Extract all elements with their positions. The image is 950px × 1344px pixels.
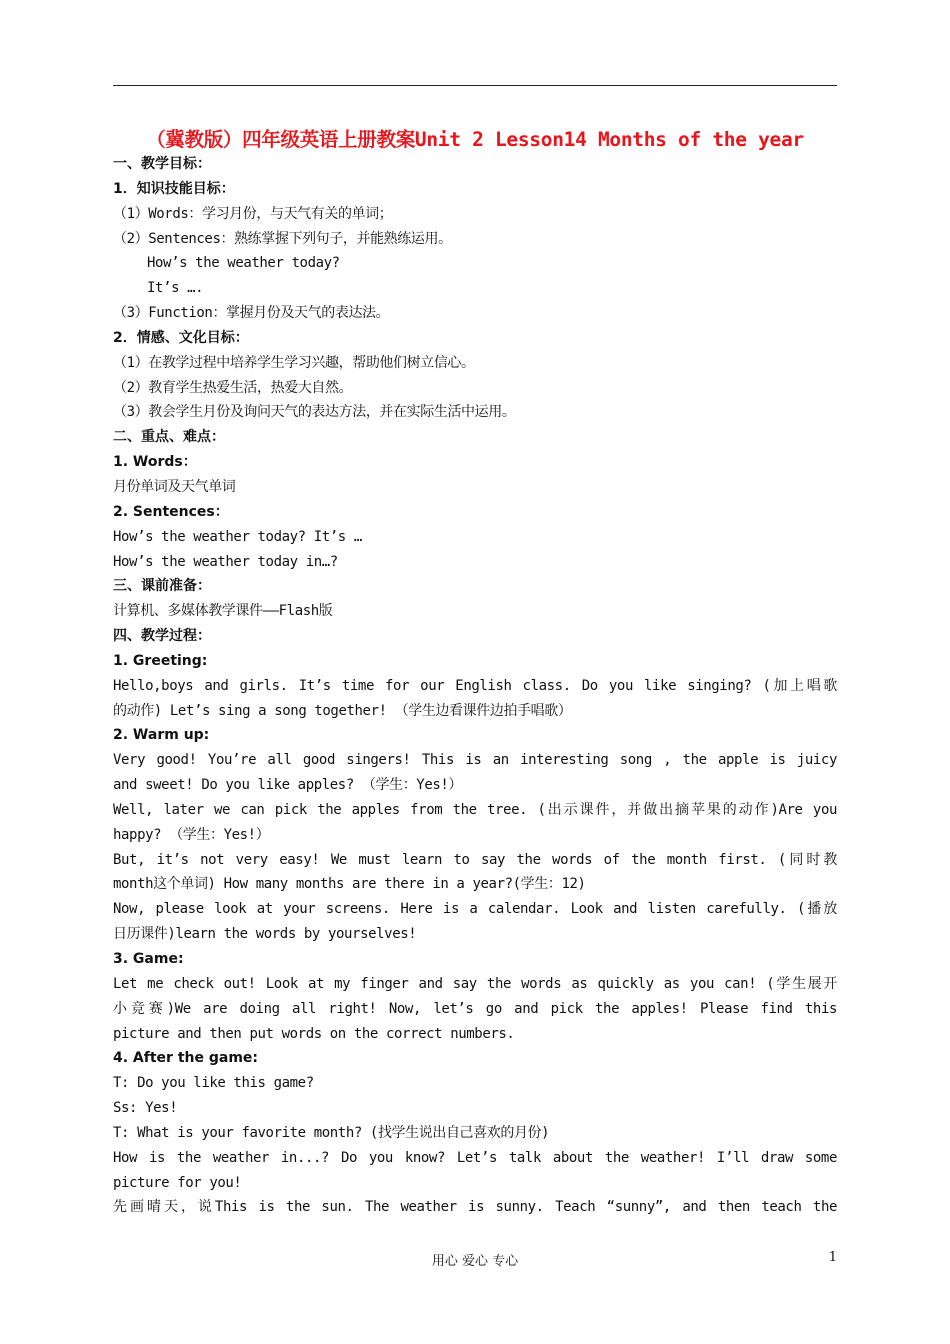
- body-line: 计算机、多媒体教学课件——Flash版: [113, 603, 333, 620]
- body-line: 先画晴天，说This is the sun. The weather is sunny. Teach “sunny”, and then teach the: [113, 1199, 837, 1216]
- body-line: picture for you!: [113, 1174, 242, 1191]
- section-heading: 2. Sentences：: [113, 503, 229, 520]
- body-line: （1）Words：学习月份，与天气有关的单词；: [113, 205, 393, 222]
- section-heading: 三、课前准备：: [113, 578, 211, 595]
- section-heading: 四、教学过程：: [113, 628, 211, 645]
- section-heading: 二、重点、难点：: [113, 429, 225, 446]
- body-line: Let me check out! Look at my finger and say the words as quickly as you can! (学生展开: [113, 975, 837, 992]
- header-rule: [113, 85, 837, 86]
- section-heading: 1. Greeting:: [113, 652, 208, 669]
- section-heading: 2．情感、文化目标：: [113, 329, 249, 346]
- section-heading: 1. Words：: [113, 454, 197, 471]
- body-line: Ss: Yes!: [113, 1100, 178, 1117]
- body-line: How’s the weather today?: [147, 255, 340, 272]
- body-line: Well, later we can pick the apples from the tree. (出示课件，并做出摘苹果的动作)Are you: [113, 801, 837, 818]
- body-line: T: What is your favorite month? (找学生说出自己喜欢的月份): [113, 1124, 550, 1141]
- section-heading: 3. Game:: [113, 951, 184, 967]
- body-line: （2）Sentences：熟练掌握下列句子，并能熟练运用。: [113, 230, 452, 247]
- document-title: （冀教版）四年级英语上册教案Unit 2 Lesson14 Months of the year: [146, 128, 804, 151]
- body-line: 日历课件)learn the words by yourselves!: [113, 926, 417, 943]
- body-line: （2）教育学生热爱生活，热爱大自然。: [113, 379, 353, 396]
- body-line: Hello,boys and girls. It’s time for our English class. Do you like singing? (加上唱歌: [113, 677, 837, 694]
- body-line: 的动作) Let’s sing a song together! （学生边看课件边拍手唱歌）: [113, 702, 572, 719]
- page-number: 1: [828, 1250, 837, 1265]
- body-line: How’s the weather today? It’s …: [113, 528, 362, 545]
- body-line: T: Do you like this game?: [113, 1075, 314, 1092]
- document-body: [113, 152, 837, 1220]
- body-line: （3）教会学生月份及询问天气的表达方法，并在实际生活中运用。: [113, 404, 516, 421]
- section-heading: 2. Warm up:: [113, 727, 210, 744]
- section-heading: 4. After the game:: [113, 1050, 259, 1067]
- body-line: （1）在教学过程中培养学生学习兴趣，帮助他们树立信心。: [113, 354, 475, 371]
- section-heading: 1．知识技能目标：: [113, 180, 235, 197]
- body-line: Now, please look at your screens. Here is a calendar. Look and listen carefully. (播放: [113, 901, 837, 918]
- body-line: 小竞赛)We are doing all right! Now, let’s go and pick the apples! Please find this: [113, 1000, 837, 1017]
- body-line: How is the weather in...? Do you know? Let’s talk about the weather! I’ll draw some: [113, 1149, 837, 1166]
- body-line: month这个单词) How many months are there in a year?(学生：12): [113, 876, 586, 893]
- body-line: How’s the weather today in…?: [113, 553, 338, 570]
- section-heading: 一、教学目标：: [113, 156, 211, 172]
- body-line: 月份单词及天气单词: [113, 478, 236, 495]
- body-line: It’s ….: [147, 280, 204, 297]
- body-line: Very good! You’re all good singers! This is an interesting song , the apple is juicy: [113, 752, 837, 769]
- body-line: （3）Function：掌握月份及天气的表达法。: [113, 305, 390, 322]
- body-line: and sweet! Do you like apples? （学生：Yes!）: [113, 777, 463, 794]
- body-line: picture and then put words on the correct numbers.: [113, 1025, 515, 1042]
- footer-motto: 用心 爱心 专心: [431, 1254, 519, 1269]
- body-line: happy? （学生：Yes!）: [113, 826, 270, 843]
- body-line: But, it’s not very easy! We must learn to say the words of the month first. (同时教: [113, 851, 837, 868]
